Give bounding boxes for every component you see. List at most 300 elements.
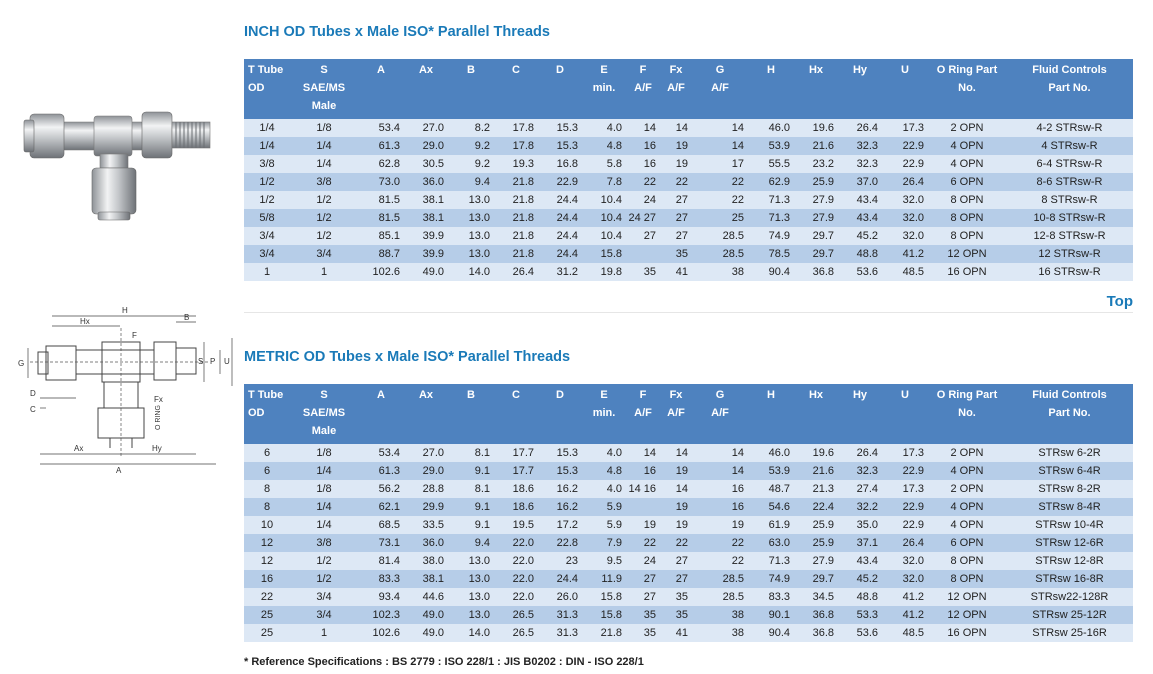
table-cell: 1	[290, 263, 358, 281]
table-row	[244, 624, 1133, 642]
table-cell: 4.0	[582, 480, 626, 498]
table-cell: 5.9	[582, 516, 626, 534]
section-divider	[244, 312, 1133, 313]
table-cell	[626, 498, 660, 516]
column-header: Fx A/F	[660, 59, 692, 119]
table-cell: STRsw 8-4R	[1006, 498, 1133, 516]
table-cell: 12-8 STRsw-R	[1006, 227, 1133, 245]
table-cell: 15.3	[538, 119, 582, 137]
column-header: S SAE/MS Male	[290, 384, 358, 444]
table-cell: 9.5	[582, 552, 626, 570]
table-cell: 14	[692, 462, 748, 480]
table-cell: STRsw 8-2R	[1006, 480, 1133, 498]
table-cell: 14	[692, 137, 748, 155]
table-cell: 85.1	[358, 227, 404, 245]
table-cell: 16	[692, 498, 748, 516]
table-cell: 1/4	[290, 462, 358, 480]
table-cell: 102.3	[358, 606, 404, 624]
column-header: Fx A/F	[660, 384, 692, 444]
table-row	[244, 137, 1133, 155]
table-cell: 26.4	[882, 534, 928, 552]
table-cell: 25	[244, 606, 290, 624]
table-cell: 61.3	[358, 462, 404, 480]
table-cell: 22.9	[882, 462, 928, 480]
column-header: Ax	[404, 384, 448, 444]
table-cell: 13.0	[448, 588, 494, 606]
table-cell: 1/8	[290, 444, 358, 462]
column-header: Fluid Controls Part No.	[1006, 59, 1133, 119]
table-cell: 29.7	[794, 570, 838, 588]
table-cell: 9.2	[448, 137, 494, 155]
table-cell: 3/4	[244, 227, 290, 245]
table-cell: 4-2 STRsw-R	[1006, 119, 1133, 137]
column-header: Fluid Controls Part No.	[1006, 384, 1133, 444]
table-cell: 27	[660, 552, 692, 570]
table-cell: 16	[626, 462, 660, 480]
table-cell: 22	[626, 173, 660, 191]
table-row	[244, 227, 1133, 245]
table-cell: 10-8 STRsw-R	[1006, 209, 1133, 227]
table-cell: 22.9	[538, 173, 582, 191]
table-cell: 45.2	[838, 570, 882, 588]
table-cell: 22.0	[494, 552, 538, 570]
table-cell: 13.0	[448, 227, 494, 245]
table-cell: 1/4	[244, 119, 290, 137]
table-cell: 81.5	[358, 191, 404, 209]
table-cell: 26.4	[882, 173, 928, 191]
table-cell: 22.9	[882, 155, 928, 173]
table-cell: 74.9	[748, 570, 794, 588]
table-cell: 62.1	[358, 498, 404, 516]
table-cell: 19	[660, 498, 692, 516]
table-cell: 16	[626, 155, 660, 173]
table-row	[244, 570, 1133, 588]
table-cell: 27.9	[794, 552, 838, 570]
table-cell: 9.4	[448, 173, 494, 191]
table-cell: 45.2	[838, 227, 882, 245]
table-cell: 8.2	[448, 119, 494, 137]
table-cell: 16.2	[538, 498, 582, 516]
table-cell: 53.4	[358, 444, 404, 462]
column-header: F A/F	[626, 59, 660, 119]
table-cell: 38.1	[404, 209, 448, 227]
table-cell: 26.4	[838, 119, 882, 137]
table-cell: 16 OPN	[928, 263, 1006, 281]
label-d: D	[30, 389, 36, 398]
table-row	[244, 263, 1133, 281]
table-cell: 31.3	[538, 606, 582, 624]
table-cell: 22.9	[882, 516, 928, 534]
table-cell: 14.0	[448, 263, 494, 281]
label-ax: Ax	[74, 444, 84, 453]
label-hy: Hy	[152, 444, 162, 453]
table-cell: 16	[626, 137, 660, 155]
table-cell: 27	[626, 227, 660, 245]
table-cell: 22.0	[494, 570, 538, 588]
table-cell: 4 OPN	[928, 137, 1006, 155]
table-cell: 62.8	[358, 155, 404, 173]
column-header: B	[448, 384, 494, 444]
table-cell: 4.0	[582, 444, 626, 462]
table-cell: 24.4	[538, 209, 582, 227]
table-cell: 15.8	[582, 245, 626, 263]
table-cell: 25	[692, 209, 748, 227]
table-cell: 21.3	[794, 480, 838, 498]
table-cell: 8 OPN	[928, 552, 1006, 570]
table-cell: 83.3	[748, 588, 794, 606]
table-cell: 8 OPN	[928, 191, 1006, 209]
table-cell: 23.2	[794, 155, 838, 173]
table-cell: 22.0	[494, 588, 538, 606]
label-c: C	[30, 405, 36, 414]
table-cell: 1	[290, 624, 358, 642]
table-row	[244, 119, 1133, 137]
table-cell: 3/4	[290, 606, 358, 624]
table-cell: 8 OPN	[928, 570, 1006, 588]
table-cell: 32.3	[838, 462, 882, 480]
table-cell: 33.5	[404, 516, 448, 534]
table-cell: 27	[626, 588, 660, 606]
table-cell: 1/2	[244, 191, 290, 209]
table-cell: 9.1	[448, 516, 494, 534]
table-cell: 8 OPN	[928, 227, 1006, 245]
table-cell: 61.9	[748, 516, 794, 534]
table-cell: 62.9	[748, 173, 794, 191]
table-cell: 29.9	[404, 498, 448, 516]
table-cell: 53.6	[838, 624, 882, 642]
column-header: Hx	[794, 59, 838, 119]
table-cell: 35	[660, 588, 692, 606]
table-row	[244, 534, 1133, 552]
table-cell: 34.5	[794, 588, 838, 606]
table-cell: 78.5	[748, 245, 794, 263]
table-cell: 1/4	[290, 516, 358, 534]
table-cell: 3/4	[290, 245, 358, 263]
table-cell: 25	[244, 624, 290, 642]
table-cell: 1/8	[290, 119, 358, 137]
table-cell: 9.2	[448, 155, 494, 173]
table-row	[244, 209, 1133, 227]
table-cell: 55.5	[748, 155, 794, 173]
table-cell: 35	[660, 245, 692, 263]
table-cell: 13.0	[448, 209, 494, 227]
table-cell: 8 STRsw-R	[1006, 191, 1133, 209]
table-cell: 19	[660, 155, 692, 173]
table-cell: 15.3	[538, 444, 582, 462]
table-cell: 15.8	[582, 588, 626, 606]
table-cell: 81.5	[358, 209, 404, 227]
table-cell: 53.9	[748, 137, 794, 155]
table-cell: 17.3	[882, 480, 928, 498]
table-cell: 19.6	[794, 444, 838, 462]
table-cell: 18.6	[494, 480, 538, 498]
table-cell: 17.8	[494, 137, 538, 155]
table-cell: 12 OPN	[928, 588, 1006, 606]
table-cell: 16.2	[538, 480, 582, 498]
table-cell: 8.1	[448, 480, 494, 498]
table-cell: 8.1	[448, 444, 494, 462]
label-hx: Hx	[80, 317, 90, 326]
column-header: O Ring Part No.	[928, 59, 1006, 119]
table-row	[244, 462, 1133, 480]
table-cell: 8	[244, 480, 290, 498]
table-cell: 3/4	[244, 245, 290, 263]
column-header: G A/F	[692, 384, 748, 444]
table-cell: 12	[244, 534, 290, 552]
table-cell: 71.3	[748, 191, 794, 209]
table-cell: 38.0	[404, 552, 448, 570]
table-cell: 22	[692, 534, 748, 552]
table-cell: 22	[626, 534, 660, 552]
table-cell: 3/8	[290, 534, 358, 552]
table-cell: 32.0	[882, 227, 928, 245]
table-cell: STRsw22-128R	[1006, 588, 1133, 606]
dimension-drawing	[10, 298, 238, 476]
column-header: D	[538, 384, 582, 444]
table-cell: 24	[626, 191, 660, 209]
table-cell: 25.9	[794, 173, 838, 191]
table-cell: 28.5	[692, 570, 748, 588]
table-cell: 21.8	[494, 245, 538, 263]
table-cell: 14	[660, 480, 692, 498]
table-cell: 43.4	[838, 552, 882, 570]
table-cell: 1	[244, 263, 290, 281]
table-row	[244, 552, 1133, 570]
table-cell: 19.6	[794, 119, 838, 137]
label-h: H	[122, 306, 128, 315]
table-cell: 18.6	[494, 498, 538, 516]
table-cell: 13.0	[448, 191, 494, 209]
table-cell: 21.8	[494, 209, 538, 227]
column-header: E min.	[582, 384, 626, 444]
table-cell: 53.4	[358, 119, 404, 137]
table-cell: 2 OPN	[928, 119, 1006, 137]
column-header: Ax	[404, 59, 448, 119]
table-cell: 28.8	[404, 480, 448, 498]
table-cell: 39.9	[404, 227, 448, 245]
table-cell: 81.4	[358, 552, 404, 570]
column-header: U	[882, 59, 928, 119]
label-f: F	[132, 331, 137, 340]
table-cell: STRsw 25-16R	[1006, 624, 1133, 642]
table-cell: 22.4	[794, 498, 838, 516]
table-cell: 19	[692, 516, 748, 534]
table-cell: 27	[660, 209, 692, 227]
table-cell: 38	[692, 263, 748, 281]
table-cell: 6 OPN	[928, 173, 1006, 191]
table-cell: 38	[692, 624, 748, 642]
table-cell: 27	[660, 227, 692, 245]
table-cell: 22	[660, 173, 692, 191]
table-cell: 14 16	[626, 480, 660, 498]
table-cell: 48.5	[882, 263, 928, 281]
table-cell: 1/2	[290, 570, 358, 588]
table-cell: 3/8	[290, 173, 358, 191]
column-header: C	[494, 59, 538, 119]
column-header: B	[448, 59, 494, 119]
table-cell: 22.0	[494, 534, 538, 552]
table-cell: 19	[660, 516, 692, 534]
table-row	[244, 155, 1133, 173]
table-cell: 14	[692, 444, 748, 462]
table-cell: 32.2	[838, 498, 882, 516]
table-cell: 1/2	[290, 209, 358, 227]
column-header: Hx	[794, 384, 838, 444]
table-cell: 21.8	[494, 173, 538, 191]
table-cell: 49.0	[404, 263, 448, 281]
table-cell: 7.9	[582, 534, 626, 552]
table-cell: 54.6	[748, 498, 794, 516]
table-cell: 28.5	[692, 227, 748, 245]
table-cell: 27.4	[838, 480, 882, 498]
table-cell: 36.8	[794, 606, 838, 624]
table-cell: 3/8	[244, 155, 290, 173]
table-cell: 22.8	[538, 534, 582, 552]
table-cell: 6-4 STRsw-R	[1006, 155, 1133, 173]
column-header: H	[748, 59, 794, 119]
table-cell: 28.5	[692, 245, 748, 263]
table-cell: 1/2	[290, 227, 358, 245]
table-cell: 48.5	[882, 624, 928, 642]
table-cell: 17.7	[494, 462, 538, 480]
table-cell: 23	[538, 552, 582, 570]
table-row	[244, 498, 1133, 516]
table-cell: 27.0	[404, 119, 448, 137]
table-cell: 36.0	[404, 173, 448, 191]
table-cell: 90.4	[748, 624, 794, 642]
table-cell: 26.4	[838, 444, 882, 462]
table-cell: 48.8	[838, 245, 882, 263]
table-cell: 21.6	[794, 137, 838, 155]
table-cell: 4 STRsw-R	[1006, 137, 1133, 155]
table-cell: 88.7	[358, 245, 404, 263]
column-header: F A/F	[626, 384, 660, 444]
table-cell: 39.9	[404, 245, 448, 263]
table-cell: 19.3	[494, 155, 538, 173]
table-cell: STRsw 12-8R	[1006, 552, 1133, 570]
top-link[interactable]: Top	[1106, 293, 1133, 310]
table-cell: 28.5	[692, 588, 748, 606]
table-cell: 41.2	[882, 606, 928, 624]
table-cell: 31.3	[538, 624, 582, 642]
table-cell: 13.0	[448, 570, 494, 588]
table-cell: 35	[660, 606, 692, 624]
table-cell: 74.9	[748, 227, 794, 245]
table-cell: 27	[660, 570, 692, 588]
table-cell: 27.9	[794, 191, 838, 209]
table-cell: 19.5	[494, 516, 538, 534]
table-cell: 15.3	[538, 137, 582, 155]
label-s: S	[198, 357, 204, 366]
table-cell: 46.0	[748, 444, 794, 462]
table-cell: 32.3	[838, 155, 882, 173]
table-cell: 2 OPN	[928, 480, 1006, 498]
table-cell: 35.0	[838, 516, 882, 534]
table-cell: 4 OPN	[928, 498, 1006, 516]
table-cell: 4.0	[582, 119, 626, 137]
table-cell: 36.8	[794, 263, 838, 281]
column-header: E min.	[582, 59, 626, 119]
label-oring: O RING	[155, 405, 162, 430]
table-cell: 21.8	[494, 227, 538, 245]
label-p: P	[210, 357, 216, 366]
table-cell: 90.4	[748, 263, 794, 281]
table-cell: 12 STRsw-R	[1006, 245, 1133, 263]
label-u: U	[224, 357, 230, 366]
column-header: A	[358, 384, 404, 444]
table-cell: 29.7	[794, 245, 838, 263]
table-cell: STRsw 10-4R	[1006, 516, 1133, 534]
table-cell: 21.6	[794, 462, 838, 480]
table-cell: 6	[244, 462, 290, 480]
table-cell: 32.3	[838, 137, 882, 155]
table-cell: 22	[692, 191, 748, 209]
table-cell: 31.2	[538, 263, 582, 281]
table-cell: 1/2	[290, 552, 358, 570]
table-cell: 4.8	[582, 462, 626, 480]
table-row	[244, 173, 1133, 191]
table-cell: 61.3	[358, 137, 404, 155]
table-cell: 35	[626, 606, 660, 624]
table-cell: 44.6	[404, 588, 448, 606]
table-cell: 25.9	[794, 534, 838, 552]
table-cell: 41.2	[882, 245, 928, 263]
table-cell: 49.0	[404, 606, 448, 624]
column-header: U	[882, 384, 928, 444]
table-cell: 32.0	[882, 191, 928, 209]
table-cell: 16	[692, 480, 748, 498]
table-cell: 16 STRsw-R	[1006, 263, 1133, 281]
table-cell: 25.9	[794, 516, 838, 534]
label-a: A	[116, 466, 122, 475]
table-cell: 26.5	[494, 606, 538, 624]
table-cell: 27	[660, 191, 692, 209]
table-cell: 93.4	[358, 588, 404, 606]
table-cell: 26.0	[538, 588, 582, 606]
table-cell: 22	[692, 552, 748, 570]
table-cell: 13.0	[448, 245, 494, 263]
table-cell: 29.0	[404, 137, 448, 155]
table-cell: 1/2	[290, 191, 358, 209]
table-cell: 22	[244, 588, 290, 606]
table-cell: 29.0	[404, 462, 448, 480]
label-fx: Fx	[154, 395, 163, 404]
table-cell: 41	[660, 263, 692, 281]
reference-footnote: * Reference Specifications : BS 2779 : ISO 228/1 : JIS B0202 : DIN - ISO 228/1	[244, 656, 644, 668]
table-cell: 1/8	[290, 480, 358, 498]
table-cell: 22.9	[882, 498, 928, 516]
table-cell: 48.8	[838, 588, 882, 606]
table-cell: 41.2	[882, 588, 928, 606]
table-cell: 10.4	[582, 191, 626, 209]
table-cell: 22.9	[882, 137, 928, 155]
table-cell: STRsw 25-12R	[1006, 606, 1133, 624]
table-cell: 19.8	[582, 263, 626, 281]
table-cell: 2 OPN	[928, 444, 1006, 462]
table-cell: 37.0	[838, 173, 882, 191]
column-header: Hy	[838, 59, 882, 119]
table-cell: STRsw 6-4R	[1006, 462, 1133, 480]
table-cell: 90.1	[748, 606, 794, 624]
table-cell: 13.0	[448, 606, 494, 624]
table-cell: 1/4	[290, 498, 358, 516]
table-cell: 68.5	[358, 516, 404, 534]
table-cell: 9.4	[448, 534, 494, 552]
table-cell: 36.8	[794, 624, 838, 642]
table-cell: 83.3	[358, 570, 404, 588]
table-cell: 8-6 STRsw-R	[1006, 173, 1133, 191]
table-cell: 24.4	[538, 245, 582, 263]
